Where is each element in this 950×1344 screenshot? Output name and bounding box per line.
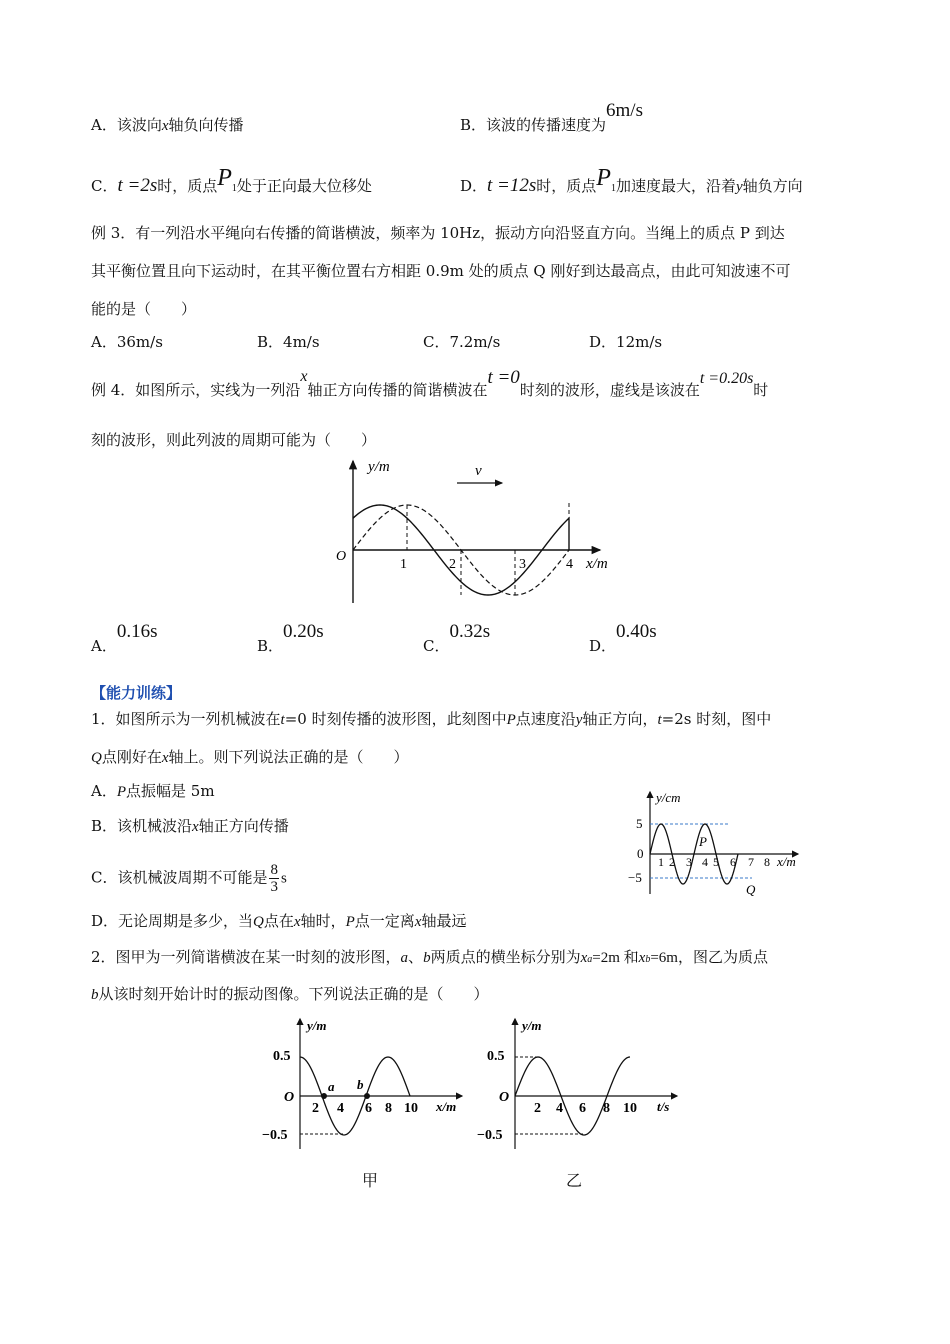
- var-x: x: [192, 819, 199, 835]
- option-letter: B．: [257, 637, 284, 655]
- subscript: 1: [231, 183, 237, 194]
- fraction-numerator: 8: [270, 862, 278, 878]
- q1-text: 轴上。则下列说法正确的是（ ）: [168, 748, 409, 766]
- velocity-label: v: [475, 463, 482, 479]
- x-axis-label: x/m: [777, 854, 796, 869]
- q1-text: 轴正方向，: [582, 710, 658, 728]
- point-a-marker: [321, 1093, 327, 1099]
- y-tick-label: 5: [636, 816, 643, 831]
- tick-label: 7: [748, 855, 754, 869]
- origin-label: 0: [637, 846, 644, 861]
- time-expr: t =2s: [117, 175, 158, 196]
- option-text: 时，质点: [536, 177, 597, 195]
- option-text: 点在: [263, 912, 294, 930]
- var-x: x: [293, 914, 301, 930]
- tick-label: 2: [449, 557, 456, 572]
- q2-text: =2m 和: [592, 950, 639, 966]
- option-text: 加速度最大，沿着: [615, 177, 736, 195]
- fraction-denominator: 3: [270, 879, 278, 895]
- var-b: b: [423, 950, 431, 966]
- var-y: y: [735, 179, 743, 195]
- speed-value: 6m/s: [606, 100, 643, 121]
- var-t: t: [280, 712, 285, 728]
- option-text: 点一定离: [354, 912, 415, 930]
- var-x: x: [161, 750, 169, 766]
- time-expr: t =12s: [487, 175, 537, 196]
- q1-option-c: [91, 862, 287, 895]
- option-text: 轴正方向传播: [198, 817, 289, 835]
- ex4-line-2: 刻的波形，则此列波的周期可能为（ ）: [91, 431, 377, 449]
- option-value: 0.32s: [449, 621, 491, 642]
- option-text: B．该波的传播速度为: [460, 116, 607, 134]
- tick-label: 1: [400, 557, 407, 572]
- ex4-option-a: [91, 621, 158, 657]
- q1-line-2: [91, 746, 409, 767]
- q1-option-d: [91, 910, 466, 931]
- tick-label: 5: [713, 855, 719, 869]
- origin-label: O: [336, 549, 347, 564]
- ex3-line-3: 能的是（ ）: [91, 300, 197, 318]
- origin-label: O: [499, 1090, 510, 1105]
- x-ticks: [534, 1101, 637, 1116]
- q1-wave-figure: [620, 790, 820, 900]
- fraction: [269, 862, 279, 895]
- y-axis-label: y/cm: [656, 790, 681, 805]
- ex3-line-1: 例 3．有一列沿水平绳向右传播的简谐横波，频率为 10Hz，振动方向沿竖直方向。当绳上的质点 P 到达: [91, 224, 785, 242]
- var-p: P: [217, 165, 232, 191]
- tick-label: 3: [686, 855, 692, 869]
- option-value: 0.16s: [116, 621, 158, 642]
- q1-text: 1．如图所示为一列机械波在: [91, 710, 281, 728]
- option-text: 轴负向传播: [168, 116, 244, 134]
- subscript: a: [587, 954, 593, 965]
- option-text: C．: [91, 177, 118, 195]
- x-ticks: [312, 1101, 418, 1116]
- ex4-option-d: [589, 621, 657, 657]
- option-letter: A．: [91, 782, 117, 800]
- option-letter: A．: [91, 637, 117, 655]
- subscript: b: [645, 954, 651, 965]
- tick-label: 4: [556, 1101, 563, 1116]
- point-b-marker: [364, 1093, 370, 1099]
- tick-label: 10: [404, 1101, 418, 1116]
- option-d-prev: [460, 165, 803, 198]
- unit: s: [280, 870, 287, 887]
- var-p: P: [596, 165, 611, 191]
- option-text: B．该机械波沿: [91, 817, 193, 835]
- option-text: 轴负方向: [742, 177, 803, 195]
- var-x: x: [414, 914, 422, 930]
- var-b: b: [91, 987, 99, 1003]
- var-p: P: [345, 914, 355, 930]
- ex4-text: 轴正方向传播的简谐横波在: [307, 381, 488, 399]
- q2-line-2: [91, 983, 489, 1004]
- option-text: C．该机械波周期不可能是: [91, 868, 268, 887]
- q2-text: =6m，图乙为质点: [650, 950, 768, 966]
- time-020: t =0.20s: [699, 370, 754, 387]
- var-t: t: [657, 712, 662, 728]
- q1-text: =0 时刻传播的波形图，此刻图中: [284, 710, 507, 728]
- option-text: 时，质点: [157, 177, 218, 195]
- var-p: P: [116, 784, 127, 800]
- option-text: D．: [460, 177, 488, 195]
- tick-label: 6: [579, 1101, 586, 1116]
- q2-figure-yi: [477, 1015, 685, 1155]
- tick-label: 8: [764, 855, 770, 869]
- var-a: a: [400, 950, 409, 966]
- point-b-label: b: [357, 1077, 364, 1092]
- var-y: y: [575, 712, 583, 728]
- y-tick-label: −0.5: [262, 1128, 288, 1143]
- q1-text: 点速度沿: [515, 710, 576, 728]
- option-text: A．该波向: [91, 116, 162, 134]
- ex3-option-b: B．4m/s: [257, 333, 320, 351]
- var-q: Q: [91, 750, 102, 766]
- q1-option-a: [91, 780, 215, 801]
- y-tick-label: −0.5: [477, 1128, 503, 1143]
- y-tick-label: −5: [628, 870, 642, 885]
- ex3-option-a: A．36m/s: [91, 333, 163, 351]
- y-axis-label: y/m: [368, 459, 390, 475]
- tick-label: 4: [566, 557, 573, 572]
- time-zero: t =0: [487, 367, 520, 388]
- option-text: 轴时，: [300, 912, 346, 930]
- option-value: 0.20s: [283, 621, 324, 642]
- q1-text: =2s 时刻，图中: [661, 710, 772, 728]
- ex4-text: 时: [753, 381, 769, 399]
- tick-label: 4: [337, 1101, 344, 1116]
- var-q: Q: [253, 914, 264, 930]
- ex3-option-c: C．7.2m/s: [423, 333, 501, 351]
- option-text: 点振幅是 5m: [126, 782, 215, 800]
- tick-label: 2: [534, 1101, 541, 1116]
- subscript: 1: [610, 183, 616, 194]
- caption-yi: 乙: [566, 1171, 583, 1190]
- section-header: 【能力训练】: [91, 684, 182, 702]
- option-a-prev: [91, 114, 244, 135]
- y-axis-label: y/m: [522, 1018, 542, 1033]
- tick-label: 2: [312, 1101, 319, 1116]
- option-letter: C．: [423, 637, 450, 655]
- x-axis-label: t/s: [657, 1099, 670, 1114]
- ex4-option-c: [423, 621, 491, 657]
- option-b-prev: [460, 100, 643, 136]
- var-p: P: [506, 712, 516, 728]
- var-x: x: [161, 118, 169, 134]
- q2-text: 从该时刻开始计时的振动图像。下列说法正确的是（ ）: [98, 985, 489, 1003]
- tick-label: 10: [623, 1101, 637, 1116]
- tick-label: 8: [385, 1101, 392, 1116]
- q1-option-b: [91, 815, 289, 836]
- tick-label: 6: [365, 1101, 372, 1116]
- var-xa: x: [580, 950, 588, 966]
- x-axis-label: x/m: [586, 556, 608, 572]
- var-xb: x: [638, 950, 646, 966]
- point-p-label: P: [699, 834, 707, 849]
- ex4-wave-figure: [330, 455, 630, 615]
- q1-text: 点刚好在: [101, 748, 162, 766]
- tick-label: 6: [730, 855, 736, 869]
- tick-label: 8: [603, 1101, 610, 1116]
- option-c-prev: [91, 165, 372, 198]
- option-text: 轴最远: [421, 912, 467, 930]
- x-ticks: [658, 855, 770, 869]
- q2-line-1: [91, 946, 768, 967]
- tick-label: 1: [658, 855, 664, 869]
- option-text: D．无论周期是多少，当: [91, 912, 254, 930]
- ex4-text: 时刻的波形，虚线是该波在: [519, 381, 700, 399]
- q2-text: 、: [408, 948, 424, 966]
- tick-label: 4: [702, 855, 708, 869]
- y-tick-label: 0.5: [273, 1049, 291, 1064]
- tick-label: 2: [669, 855, 675, 869]
- ex3-line-2: 其平衡位置且向下运动时，在其平衡位置右方相距 0.9m 处的质点 Q 刚好到达最高点，由此可知波速不可: [91, 262, 791, 280]
- ex4-text: 例 4．如图所示，实线为一列沿: [91, 381, 301, 399]
- q1-line-1: [91, 708, 771, 729]
- point-a-label: a: [328, 1079, 335, 1094]
- caption-jia: 甲: [362, 1171, 379, 1190]
- option-letter: D．: [589, 637, 617, 655]
- option-text: 处于正向最大位移处: [236, 177, 372, 195]
- tick-label: 3: [519, 557, 526, 572]
- y-tick-label: 0.5: [487, 1049, 505, 1064]
- ex4-option-b: [257, 621, 324, 657]
- var-x: x: [300, 368, 308, 385]
- point-q-label: Q: [746, 882, 756, 897]
- option-value: 0.40s: [616, 621, 657, 642]
- origin-label: O: [284, 1090, 295, 1105]
- q2-figure-jia: [262, 1015, 470, 1155]
- q2-text: 2．图甲为一列简谐横波在某一时刻的波形图，: [91, 948, 401, 966]
- x-axis-label: x/m: [436, 1099, 457, 1114]
- amplitude-lines: [650, 824, 752, 878]
- ex3-option-d: D．12m/s: [589, 333, 663, 351]
- ex4-line-1: [91, 367, 769, 401]
- y-axis-label: y/m: [307, 1018, 327, 1033]
- q2-text: 两质点的横坐标分别为: [430, 948, 581, 966]
